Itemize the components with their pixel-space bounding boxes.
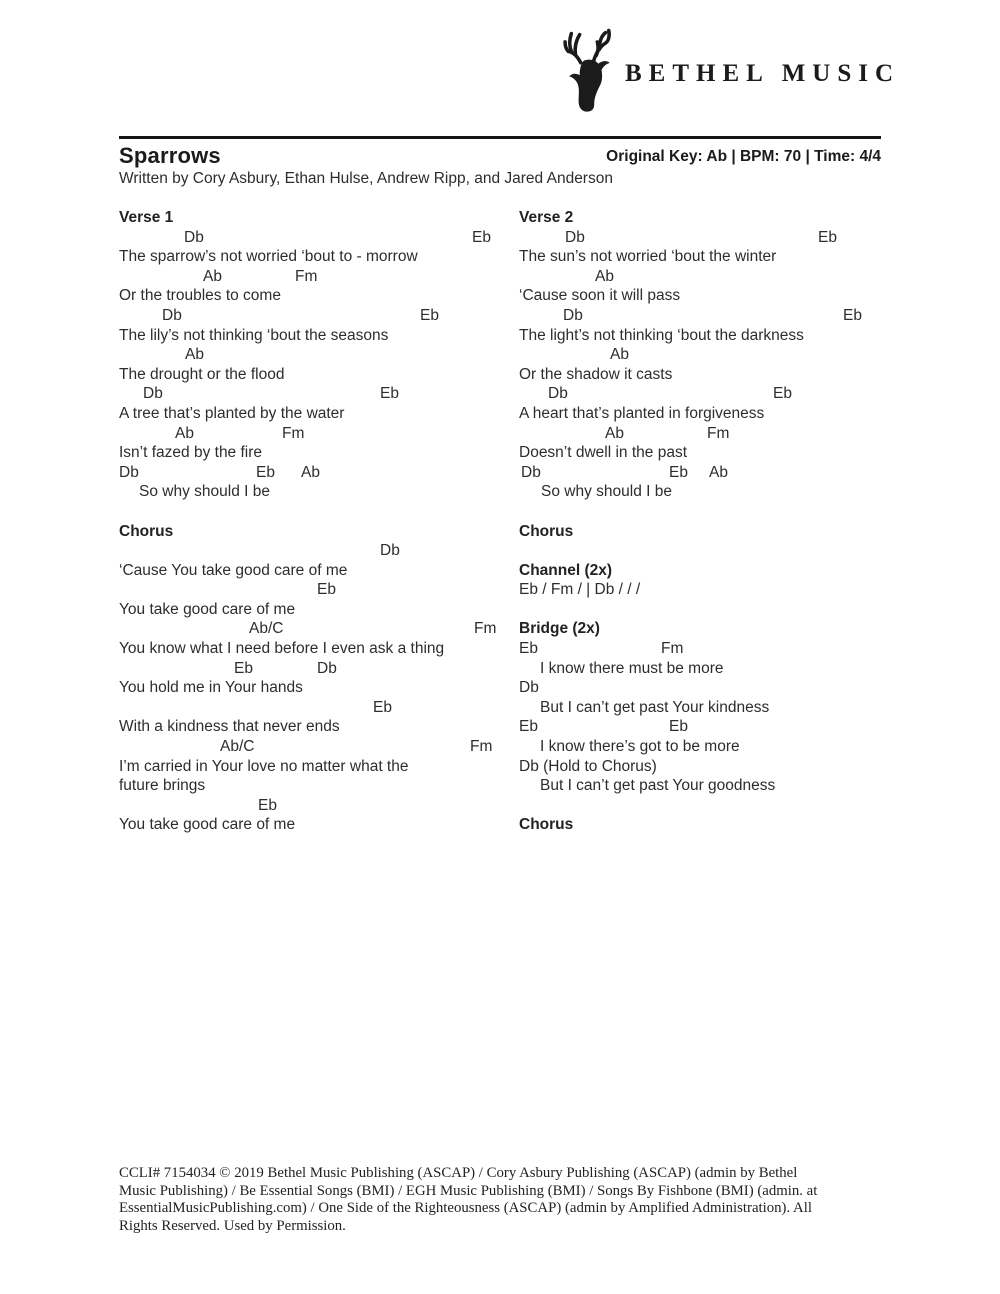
chord: Db (Hold to Chorus) <box>519 757 657 775</box>
chord: Db <box>184 228 204 246</box>
lyric-line: So why should I be <box>541 483 672 501</box>
chord: Eb <box>256 463 275 481</box>
section-verse-1 <box>119 208 519 502</box>
chord-line <box>119 737 519 757</box>
chord-line <box>119 384 519 404</box>
chord-line <box>119 659 519 679</box>
header-divider-rule <box>119 136 881 139</box>
lyric-line: You hold me in Your hands <box>119 679 303 697</box>
section-heading: Chorus <box>119 522 174 540</box>
chord: Ab/C <box>249 620 284 638</box>
section-verse-2 <box>519 208 919 502</box>
chord-line <box>119 424 519 444</box>
chord-line <box>519 306 919 326</box>
section-chorus <box>519 522 919 542</box>
chord: Db <box>519 679 539 697</box>
chord: Ab <box>185 346 204 364</box>
lyric-line: ‘Cause soon it will pass <box>519 287 681 305</box>
section-heading: Chorus <box>519 522 574 540</box>
key-bpm-time-info: Original Key: Ab | BPM: 70 | Time: 4/4 <box>606 148 881 165</box>
lyric-line: But I can’t get past Your goodness <box>540 777 776 795</box>
chord-line <box>119 463 519 483</box>
chord-line <box>119 796 519 816</box>
chord: Ab/C <box>220 738 255 756</box>
lyric-line: Or the troubles to come <box>119 287 281 305</box>
lyric-line: Doesn’t dwell in the past <box>519 444 688 462</box>
chord: Db <box>162 306 182 324</box>
chord: Db <box>143 385 163 403</box>
chord: Db <box>380 542 400 560</box>
chord: Ab <box>175 424 194 442</box>
section-heading: Chorus <box>519 816 574 834</box>
section-heading: Bridge (2x) <box>519 620 600 638</box>
chord: Fm <box>282 424 305 442</box>
copyright-line: Music Publishing) / Be Essential Songs (BMI) / EGH Music Publishing (BMI) / Songs By Fishbone (BMI) (admin. at <box>119 1182 818 1199</box>
chord-line <box>519 717 919 737</box>
chord-line <box>519 463 919 483</box>
chord: Ab <box>709 463 728 481</box>
chord: Db <box>548 385 568 403</box>
chord: Eb <box>317 581 336 599</box>
chord-line <box>119 306 519 326</box>
chord: Db <box>565 228 585 246</box>
lyric-line: I’m carried in Your love no matter what the <box>119 757 409 775</box>
section-chorus <box>119 522 519 836</box>
section-heading: Channel (2x) <box>519 561 613 579</box>
song-title: Sparrows <box>119 143 221 168</box>
chord: Eb <box>234 659 253 677</box>
chord: Fm <box>470 738 493 756</box>
chord-line <box>119 541 519 561</box>
copyright-line: Rights Reserved. Used by Permission. <box>119 1217 346 1234</box>
chord-line <box>519 267 919 287</box>
chord: Fm <box>295 267 318 285</box>
chord-line <box>119 698 519 718</box>
section-heading: Verse 2 <box>519 209 574 226</box>
chord: Eb <box>773 385 792 403</box>
chord: Eb <box>519 640 538 658</box>
chord-line <box>119 580 519 600</box>
chord: Eb <box>420 306 439 324</box>
copyright-line: EssentialMusicPublishing.com) / One Side of the Righteousness (ASCAP) (admin by Amplified Administration). All <box>119 1200 812 1217</box>
chord-line <box>519 345 919 365</box>
chord: Db <box>521 463 541 481</box>
chord-line <box>519 678 919 698</box>
chord: Fm <box>661 640 684 658</box>
lyric-line: The light’s not thinking ‘bout the darkness <box>519 326 804 344</box>
lyric-line: The sparrow’s not worried ‘bout to - morrow <box>119 248 418 266</box>
chord: Fm <box>707 424 730 442</box>
chart-column-left <box>119 208 519 855</box>
lyric-line: future brings <box>119 777 206 795</box>
chord: Eb <box>472 228 491 246</box>
chord-line <box>119 345 519 365</box>
chord: Eb <box>669 718 688 736</box>
chord: Ab <box>203 267 222 285</box>
chord: Eb <box>669 463 688 481</box>
chord: Eb <box>258 796 277 814</box>
lyric-line: But I can’t get past Your kindness <box>540 698 770 716</box>
section-chorus <box>519 815 919 835</box>
lyric-line: So why should I be <box>139 483 270 501</box>
chord: Fm <box>474 620 497 638</box>
chord: Eb <box>373 698 392 716</box>
copyright-footer <box>119 1165 909 1235</box>
lyric-line: The drought or the flood <box>119 365 285 383</box>
chord: Ab <box>301 463 320 481</box>
chord: Ab <box>610 346 629 364</box>
chord: Db <box>119 463 139 481</box>
lyric-line: A tree that’s planted by the water <box>119 404 345 422</box>
chord: Ab <box>605 424 624 442</box>
chord-line <box>119 619 519 639</box>
section-bridge-2x <box>519 619 919 795</box>
chord: Eb <box>818 228 837 246</box>
lyric-line: I know there’s got to be more <box>540 738 740 756</box>
chord: Ab <box>595 267 614 285</box>
lyric-line: You take good care of me <box>119 816 296 834</box>
chord-line <box>519 639 919 659</box>
section-channel-2x <box>519 561 919 600</box>
copyright-line: CCLI# 7154034 © 2019 Bethel Music Publishing (ASCAP) / Cory Asbury Publishing (ASCAP) (admin by Bethel <box>119 1165 798 1181</box>
lyric-line: The lily’s not thinking ‘bout the seasons <box>119 326 389 344</box>
chord-progression-line: Eb / Fm / | Db / / / <box>519 581 641 599</box>
lyric-line: The sun’s not worried ‘bout the winter <box>519 248 777 266</box>
chord-line <box>519 384 919 404</box>
lyric-line: Or the shadow it casts <box>519 365 673 383</box>
lyric-line: You take good care of me <box>119 600 296 618</box>
chord: Db <box>317 659 337 677</box>
chord-line <box>119 267 519 287</box>
lyric-line: Isn’t fazed by the fire <box>119 444 263 462</box>
lyric-line: You know what I need before I even ask a thing <box>119 640 445 658</box>
chart-column-right <box>519 208 919 855</box>
lyric-line: I know there must be more <box>540 659 724 677</box>
chord: Eb <box>843 306 862 324</box>
section-heading: Verse 1 <box>119 209 174 226</box>
brand-wordmark: BETHEL MUSIC <box>625 60 901 87</box>
lyric-line: With a kindness that never ends <box>119 718 340 736</box>
chord-line <box>119 228 519 248</box>
lyric-line: A heart that’s planted in forgiveness <box>519 404 765 422</box>
chord: Eb <box>519 718 538 736</box>
lyric-line: ‘Cause You take good care of me <box>119 561 348 579</box>
chord: Db <box>563 306 583 324</box>
chord: Eb <box>380 385 399 403</box>
chord-line <box>519 228 919 248</box>
chord-line <box>519 757 919 777</box>
chord-line <box>519 424 919 444</box>
songwriters-byline: Written by Cory Asbury, Ethan Hulse, Andrew Ripp, and Jared Anderson <box>119 170 613 187</box>
